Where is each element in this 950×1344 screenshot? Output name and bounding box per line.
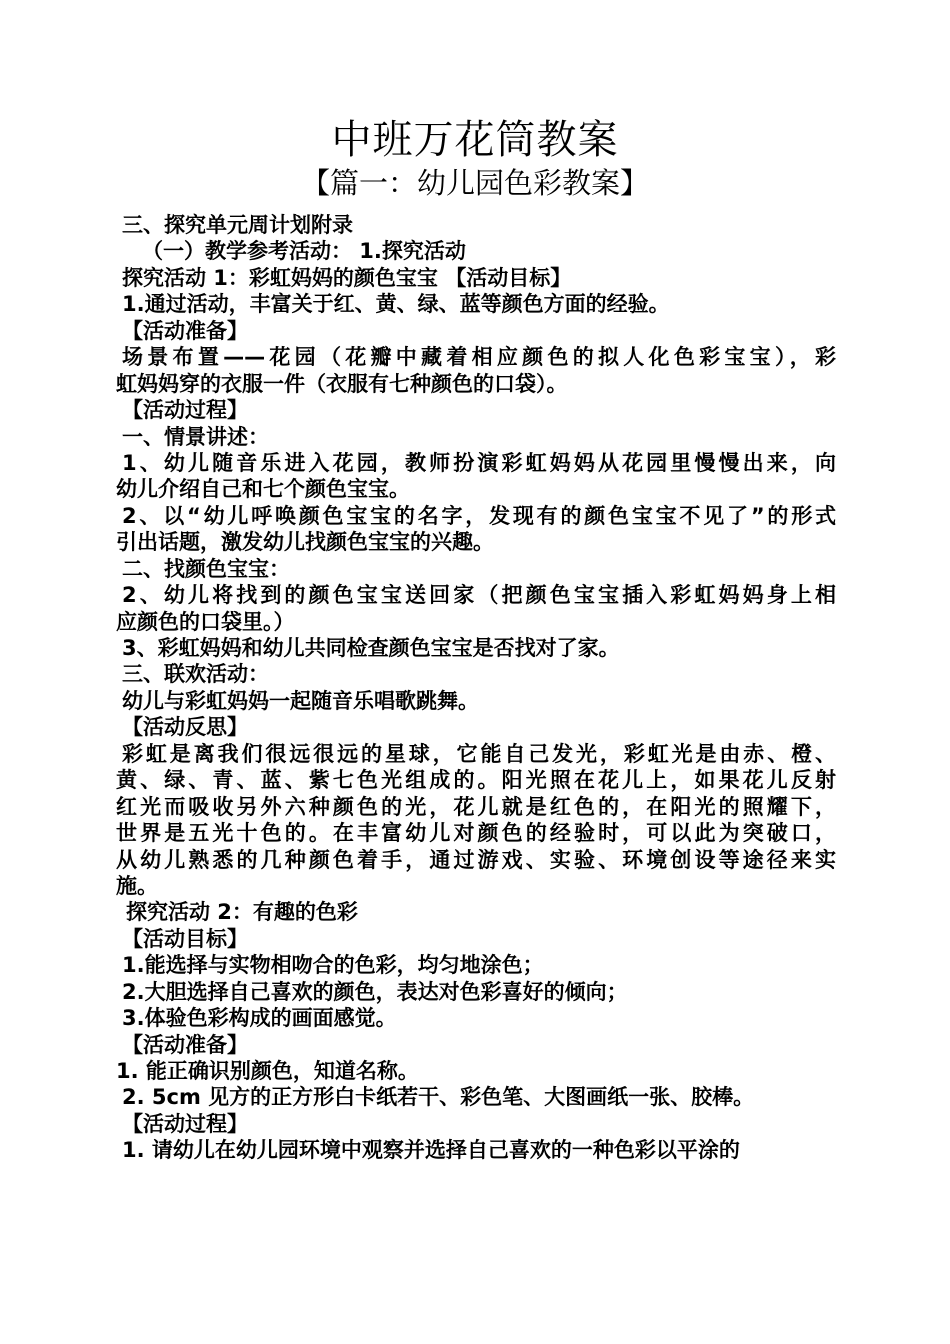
activity-heading: 探究活动 2：有趣的色彩 — [126, 900, 358, 925]
text-line: 黄、绿、青、蓝、紫七色光组成的。阳光照在花儿上，如果花儿反射 — [116, 768, 836, 793]
bracket-heading: 【活动反思】 — [122, 715, 248, 740]
document-body — [116, 212, 836, 1164]
text-line: 红光而吸收另外六种颜色的光，花儿就是红色的，在阳光的照耀下， — [116, 794, 836, 819]
text-line: 3.体验色彩构成的画面感觉。 — [122, 1006, 397, 1031]
text-line: 应颜色的口袋里。） — [116, 609, 295, 634]
text-line: 世界是五光十色的。在丰富幼儿对颜色的经验时，可以此为突破口， — [116, 821, 836, 846]
text-line: 2.大胆选择自己喜欢的颜色，表达对色彩喜好的倾向； — [122, 979, 628, 1004]
text-line: 1.通过活动，丰富关于红、黄、绿、蓝等颜色方面的经验。 — [122, 292, 670, 317]
text-line: 2、幼儿将找到的颜色宝宝送回家（把颜色宝宝插入彩虹妈妈身上相 — [122, 583, 836, 608]
text-line: 虹妈妈穿的衣服一件（衣服有七种颜色的口袋）。 — [116, 371, 568, 396]
bracket-heading: 【活动目标】 — [122, 926, 248, 951]
text-line: 幼儿与彩虹妈妈一起随音乐唱歌跳舞。 — [122, 688, 479, 713]
text-line: 1. 能正确识别颜色，知道名称。 — [116, 1059, 419, 1083]
text-line: 1、幼儿随音乐进入花园，教师扮演彩虹妈妈从花园里慢慢出来，向 — [122, 450, 836, 475]
bracket-heading: 【活动准备】 — [122, 318, 248, 343]
step-heading: 一、情景讲述： — [122, 424, 269, 449]
text-line: 3、彩虹妈妈和幼儿共同检查颜色宝宝是否找对了家。 — [122, 636, 620, 660]
text-line: 1. 请幼儿在幼儿园环境中观察并选择自己喜欢的一种色彩以平涂的 — [122, 1138, 740, 1163]
step-heading: 三、联欢活动： — [122, 662, 269, 687]
step-heading: 二、找颜色宝宝： — [122, 556, 290, 581]
bracket-heading: 【活动过程】 — [122, 1111, 248, 1136]
text-line: 彩虹是离我们很远很远的星球，它能自己发光，彩虹光是由赤、橙、 — [122, 741, 836, 766]
text-line: 1.能选择与实物相吻合的色彩，均匀地涂色； — [122, 953, 544, 978]
text-line: 施。 — [116, 873, 158, 898]
text-line: 幼儿介绍自己和七个颜色宝宝。 — [116, 477, 410, 502]
text-line: 场景布置——花园（花瓣中藏着相应颜色的拟人化色彩宝宝），彩 — [122, 345, 836, 370]
text-line: 从幼儿熟悉的几种颜色着手，通过游戏、实验、环境创设等途径来实 — [116, 847, 836, 872]
activity-heading: 探究活动 1：彩虹妈妈的颜色宝宝 【活动目标】 — [122, 265, 572, 290]
bracket-heading: 【活动过程】 — [122, 398, 248, 423]
document-title: 中班万花筒教案 — [331, 117, 619, 163]
text-line: 引出话题，激发幼儿找颜色宝宝的兴趣。 — [116, 530, 494, 555]
section-heading: 三、探究单元周计划附录 — [122, 213, 353, 237]
document-subtitle: 【篇一：幼儿园色彩教案】 — [300, 166, 649, 200]
text-line: 2、以“幼儿呼唤颜色宝宝的名字，发现有的颜色宝宝不见了”的形式 — [122, 503, 836, 528]
text-line: 2. 5cm 见方的正方形白卡纸若干、彩色笔、大图画纸一张、胶棒。 — [122, 1085, 755, 1110]
subsection-heading: （一）教学参考活动： 1.探究活动 — [142, 239, 466, 264]
bracket-heading: 【活动准备】 — [122, 1032, 248, 1057]
